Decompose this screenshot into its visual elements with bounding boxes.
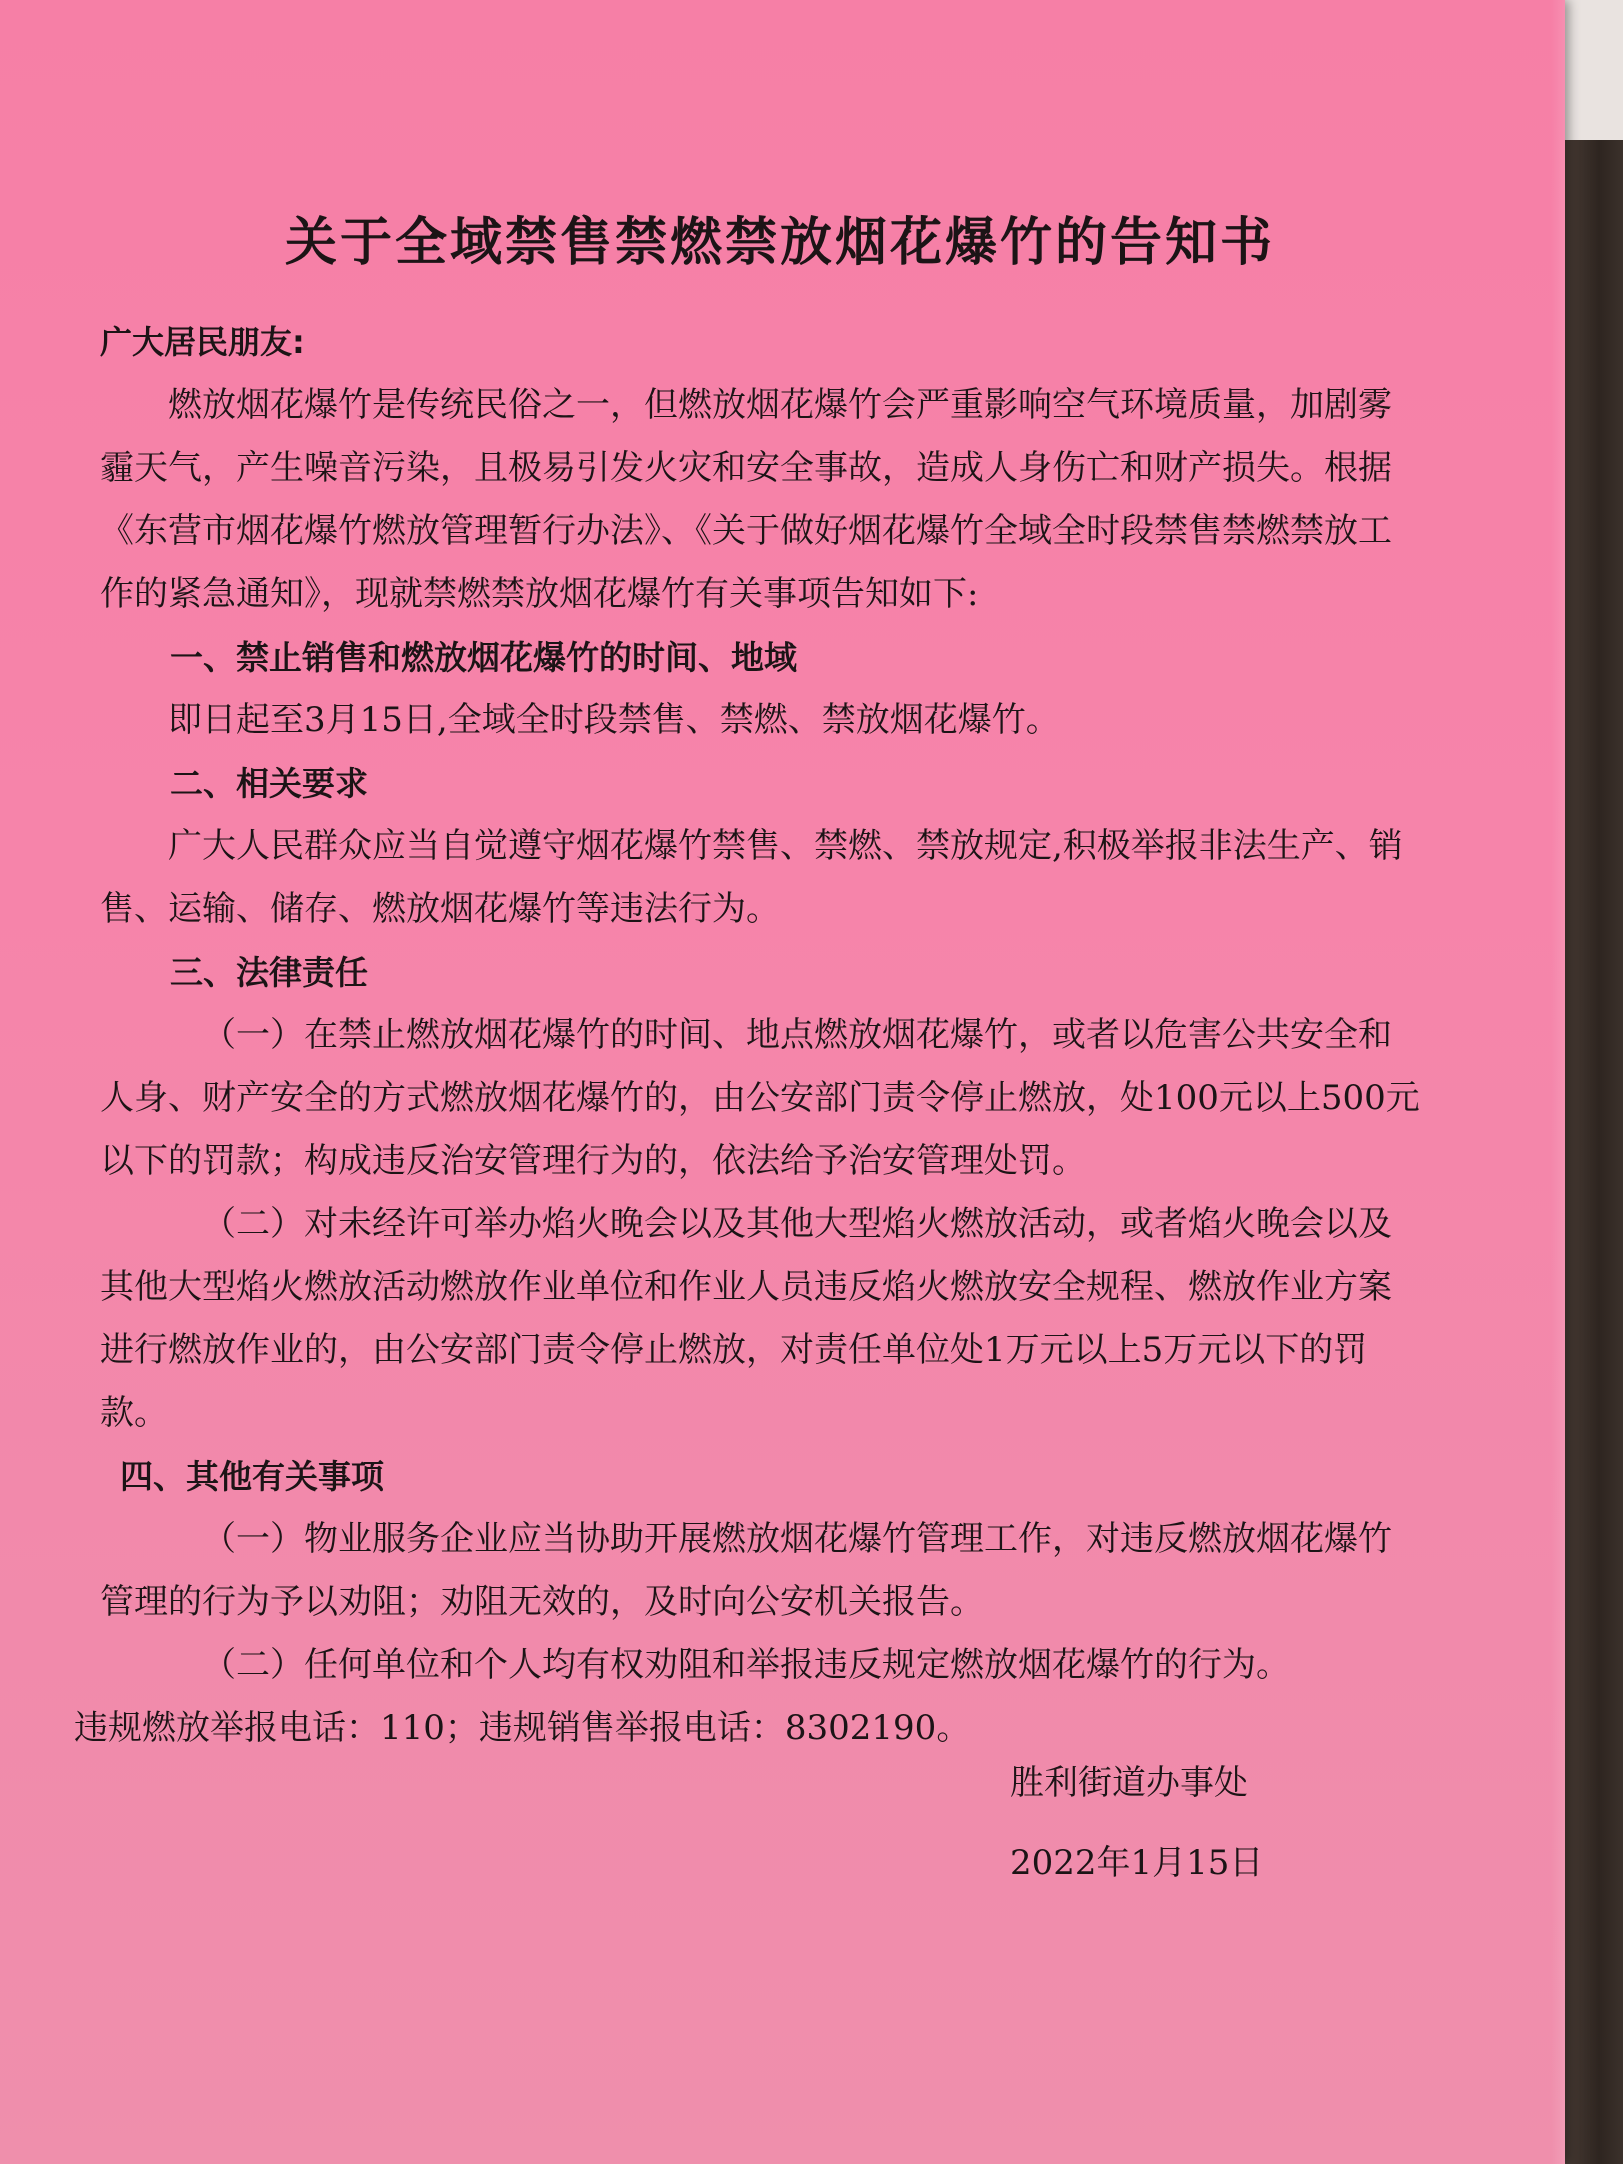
section-heading: 一、禁止销售和燃放烟花爆竹的时间、地域: [170, 638, 797, 677]
greeting: 广大居民朋友:: [100, 323, 305, 361]
section-paragraph: 即日起至3月15日,全域全时段禁售、禁燃、禁放烟花爆竹。: [168, 700, 1060, 740]
intro-paragraph: 燃放烟花爆竹是传统民俗之一，但燃放烟花爆竹会严重影响空气环境质量，加剧雾霾天气，产生噪音污染，且极易引发火灾和安全事故，造成人身伤亡和财产损失。根据《东营市烟花爆竹燃放管理暂行办法》、《关于做好烟花爆竹全域全时段禁售禁燃禁放工作的紧急通知》，现就禁燃禁放烟花爆竹有关事项告知如下:: [100, 385, 1392, 614]
background-table: [1563, 140, 1623, 2164]
section-paragraph: （一）在禁止燃放烟花爆竹的时间、地点燃放烟花爆竹，或者以危害公共安全和人身、财产安全的方式燃放烟花爆竹的，由公安部门责令停止燃放，处100元以上500元以下的罚款；构成违反治安管理行为的，依法给予治安管理处罚。: [100, 1015, 1420, 1181]
hotline-text: 违规燃放举报电话：110；违规销售举报电话：8302190。: [74, 1708, 971, 1748]
section-paragraph: 广大人民群众应当自觉遵守烟花爆竹禁售、禁燃、禁放规定,积极举报非法生产、销售、运输、储存、燃放烟花爆竹等违法行为。: [100, 826, 1403, 929]
background-wall: [1563, 0, 1623, 140]
notice-title: 关于全域禁售禁燃禁放烟花爆竹的告知书: [284, 213, 1275, 273]
section-paragraph: （一）物业服务企业应当协助开展燃放烟花爆竹管理工作，对违反燃放烟花爆竹管理的行为予以劝阻；劝阻无效的，及时向公安机关报告。: [100, 1519, 1392, 1622]
section-paragraph: （二）任何单位和个人均有权劝阻和举报违反规定燃放烟花爆竹的行为。: [202, 1645, 1290, 1685]
notice-body: [74, 200, 1420, 1760]
section-paragraph: （二）对未经许可举办焰火晚会以及其他大型焰火燃放活动，或者焰火晚会以及其他大型焰火燃放活动燃放作业单位和作业人员违反焰火燃放安全规程、燃放作业方案进行燃放作业的，由公安部门责令停止燃放，对责任单位处1万元以上5万元以下的罚款。: [100, 1204, 1392, 1433]
paper-edge: [1551, 0, 1565, 2164]
section-2: [100, 752, 1420, 941]
section-heading: 四、其他有关事项: [120, 1457, 384, 1496]
section-4: [74, 1445, 1420, 1760]
issuer-name: 胜利街道办事处: [1010, 1763, 1248, 1803]
section-heading: 三、法律责任: [170, 953, 368, 992]
signature-block: [1010, 1748, 1263, 1898]
section-heading: 二、相关要求: [170, 764, 368, 803]
section-3: [100, 941, 1420, 1445]
issue-date: 2022年1月15日: [1010, 1843, 1264, 1883]
section-1: [100, 626, 1420, 752]
